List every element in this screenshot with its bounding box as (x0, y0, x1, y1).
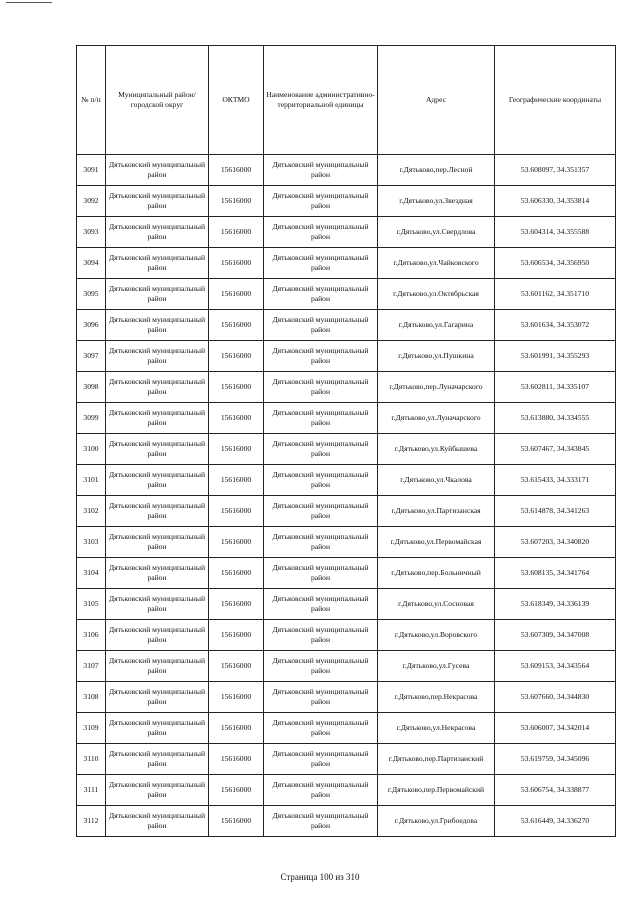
table-row (77, 806, 616, 837)
cell-address: г.Дятьково,ул.Сосновая (378, 589, 495, 620)
cell-admin-unit: Дятьковский муниципальный район (264, 806, 378, 837)
cell-address: г.Дятьково,ул.Грибоедова (378, 806, 495, 837)
cell-row-number: 3101 (77, 465, 106, 496)
scan-edge-line (6, 2, 52, 3)
cell-municipality: Дятьковский муниципальный район (106, 372, 209, 403)
cell-row-number: 3111 (77, 775, 106, 806)
table-row (77, 434, 616, 465)
table-body (77, 155, 616, 837)
header-number: № п/п (77, 46, 106, 155)
table-row (77, 651, 616, 682)
table-row (77, 744, 616, 775)
cell-municipality: Дятьковский муниципальный район (106, 155, 209, 186)
cell-municipality: Дятьковский муниципальный район (106, 713, 209, 744)
cell-coordinates: 53.607203, 34.340820 (495, 527, 616, 558)
cell-address: г.Дятьково,ул.Свердлова (378, 217, 495, 248)
table-row (77, 558, 616, 589)
cell-coordinates: 53.619759, 34.345096 (495, 744, 616, 775)
cell-admin-unit: Дятьковский муниципальный район (264, 527, 378, 558)
cell-admin-unit: Дятьковский муниципальный район (264, 434, 378, 465)
table-row (77, 775, 616, 806)
cell-address: г.Дятьково,ул.Октябрьская (378, 279, 495, 310)
cell-oktmo: 15616000 (209, 155, 264, 186)
cell-address: г.Дятьково,ул.Гусева (378, 651, 495, 682)
cell-oktmo: 15616000 (209, 775, 264, 806)
cell-address: г.Дятьково,ул.Луначарского (378, 403, 495, 434)
cell-row-number: 3097 (77, 341, 106, 372)
cell-coordinates: 53.606330, 34.353814 (495, 186, 616, 217)
cell-oktmo: 15616000 (209, 434, 264, 465)
table-row (77, 403, 616, 434)
cell-municipality: Дятьковский муниципальный район (106, 248, 209, 279)
cell-admin-unit: Дятьковский муниципальный район (264, 341, 378, 372)
table-row (77, 682, 616, 713)
cell-admin-unit: Дятьковский муниципальный район (264, 620, 378, 651)
table-row (77, 620, 616, 651)
header-address: Адрес (378, 46, 495, 155)
cell-oktmo: 15616000 (209, 589, 264, 620)
table-row (77, 310, 616, 341)
cell-address: г.Дятьково,пер.Лесной (378, 155, 495, 186)
cell-address: г.Дятьково,ул.Гагарина (378, 310, 495, 341)
header-coordinates: Географические координаты (495, 46, 616, 155)
cell-row-number: 3112 (77, 806, 106, 837)
table-row (77, 589, 616, 620)
table-row (77, 496, 616, 527)
cell-row-number: 3103 (77, 527, 106, 558)
table-row (77, 155, 616, 186)
cell-admin-unit: Дятьковский муниципальный район (264, 310, 378, 341)
cell-municipality: Дятьковский муниципальный район (106, 279, 209, 310)
cell-address: г.Дятьково,пер.Первомайский (378, 775, 495, 806)
cell-oktmo: 15616000 (209, 372, 264, 403)
cell-coordinates: 53.615433, 34.333171 (495, 465, 616, 496)
cell-municipality: Дятьковский муниципальный район (106, 434, 209, 465)
cell-address: г.Дятьково,ул.Партизанская (378, 496, 495, 527)
cell-coordinates: 53.608135, 34.341764 (495, 558, 616, 589)
header-oktmo: ОКТМО (209, 46, 264, 155)
cell-oktmo: 15616000 (209, 217, 264, 248)
cell-oktmo: 15616000 (209, 527, 264, 558)
cell-admin-unit: Дятьковский муниципальный район (264, 651, 378, 682)
cell-address: г.Дятьково,ул.Некрасова (378, 713, 495, 744)
header-row (77, 46, 616, 155)
cell-row-number: 3104 (77, 558, 106, 589)
cell-row-number: 3109 (77, 713, 106, 744)
cell-admin-unit: Дятьковский муниципальный район (264, 775, 378, 806)
cell-coordinates: 53.607309, 34.347008 (495, 620, 616, 651)
cell-municipality: Дятьковский муниципальный район (106, 744, 209, 775)
cell-oktmo: 15616000 (209, 713, 264, 744)
cell-coordinates: 53.609153, 34.343564 (495, 651, 616, 682)
cell-address: г.Дятьково,ул.Звездная (378, 186, 495, 217)
cell-coordinates: 53.607467, 34.343845 (495, 434, 616, 465)
cell-oktmo: 15616000 (209, 651, 264, 682)
cell-admin-unit: Дятьковский муниципальный район (264, 682, 378, 713)
cell-coordinates: 53.601634, 34.353072 (495, 310, 616, 341)
table-row (77, 217, 616, 248)
cell-coordinates: 53.606754, 34.338877 (495, 775, 616, 806)
cell-row-number: 3102 (77, 496, 106, 527)
cell-municipality: Дятьковский муниципальный район (106, 558, 209, 589)
cell-municipality: Дятьковский муниципальный район (106, 217, 209, 248)
cell-admin-unit: Дятьковский муниципальный район (264, 558, 378, 589)
cell-row-number: 3094 (77, 248, 106, 279)
cell-oktmo: 15616000 (209, 806, 264, 837)
cell-address: г.Дятьково,пер.Некрасова (378, 682, 495, 713)
cell-address: г.Дятьково,ул.Первомайская (378, 527, 495, 558)
cell-coordinates: 53.607660, 34.344830 (495, 682, 616, 713)
cell-address: г.Дятьково,пер.Партизанский (378, 744, 495, 775)
cell-coordinates: 53.604314, 34.355588 (495, 217, 616, 248)
cell-address: г.Дятьково,пер.Больничный (378, 558, 495, 589)
cell-oktmo: 15616000 (209, 341, 264, 372)
cell-row-number: 3108 (77, 682, 106, 713)
cell-admin-unit: Дятьковский муниципальный район (264, 713, 378, 744)
cell-oktmo: 15616000 (209, 744, 264, 775)
cell-municipality: Дятьковский муниципальный район (106, 682, 209, 713)
cell-admin-unit: Дятьковский муниципальный район (264, 589, 378, 620)
cell-coordinates: 53.601991, 34.355293 (495, 341, 616, 372)
cell-municipality: Дятьковский муниципальный район (106, 496, 209, 527)
cell-row-number: 3106 (77, 620, 106, 651)
cell-oktmo: 15616000 (209, 558, 264, 589)
cell-municipality: Дятьковский муниципальный район (106, 651, 209, 682)
cell-row-number: 3092 (77, 186, 106, 217)
cell-admin-unit: Дятьковский муниципальный район (264, 403, 378, 434)
cell-admin-unit: Дятьковский муниципальный район (264, 217, 378, 248)
cell-coordinates: 53.614878, 34.341263 (495, 496, 616, 527)
cell-row-number: 3091 (77, 155, 106, 186)
cell-row-number: 3095 (77, 279, 106, 310)
cell-oktmo: 15616000 (209, 403, 264, 434)
table-row (77, 527, 616, 558)
page-number: Страница 100 из 310 (280, 872, 360, 882)
cell-coordinates: 53.616449, 34.336270 (495, 806, 616, 837)
table-row (77, 465, 616, 496)
cell-oktmo: 15616000 (209, 496, 264, 527)
cell-municipality: Дятьковский муниципальный район (106, 310, 209, 341)
cell-coordinates: 53.613880, 34.334555 (495, 403, 616, 434)
cell-oktmo: 15616000 (209, 279, 264, 310)
cell-coordinates: 53.601162, 34.351710 (495, 279, 616, 310)
table-row (77, 713, 616, 744)
cell-municipality: Дятьковский муниципальный район (106, 341, 209, 372)
cell-admin-unit: Дятьковский муниципальный район (264, 744, 378, 775)
cell-municipality: Дятьковский муниципальный район (106, 403, 209, 434)
cell-admin-unit: Дятьковский муниципальный район (264, 496, 378, 527)
cell-coordinates: 53.602811, 34.335107 (495, 372, 616, 403)
cell-address: г.Дятьково,пер.Луначарского (378, 372, 495, 403)
cell-address: г.Дятьково,ул.Пушкина (378, 341, 495, 372)
cell-row-number: 3093 (77, 217, 106, 248)
cell-coordinates: 53.618349, 34.336139 (495, 589, 616, 620)
cell-address: г.Дятьково,ул.Куйбышева (378, 434, 495, 465)
cell-municipality: Дятьковский муниципальный район (106, 806, 209, 837)
table-row (77, 372, 616, 403)
table-row (77, 341, 616, 372)
cell-oktmo: 15616000 (209, 248, 264, 279)
header-municipality: Муниципальный район/городской округ (106, 46, 209, 155)
cell-address: г.Дятьково,ул.Чкалова (378, 465, 495, 496)
cell-row-number: 3099 (77, 403, 106, 434)
cell-municipality: Дятьковский муниципальный район (106, 589, 209, 620)
cell-municipality: Дятьковский муниципальный район (106, 775, 209, 806)
cell-row-number: 3107 (77, 651, 106, 682)
cell-admin-unit: Дятьковский муниципальный район (264, 465, 378, 496)
cell-oktmo: 15616000 (209, 186, 264, 217)
table-row (77, 186, 616, 217)
cell-admin-unit: Дятьковский муниципальный район (264, 372, 378, 403)
cell-admin-unit: Дятьковский муниципальный район (264, 186, 378, 217)
cell-municipality: Дятьковский муниципальный район (106, 527, 209, 558)
cell-oktmo: 15616000 (209, 310, 264, 341)
cell-coordinates: 53.608097, 34.351357 (495, 155, 616, 186)
cell-oktmo: 15616000 (209, 682, 264, 713)
cell-row-number: 3098 (77, 372, 106, 403)
cell-oktmo: 15616000 (209, 620, 264, 651)
cell-admin-unit: Дятьковский муниципальный район (264, 279, 378, 310)
cell-address: г.Дятьково,ул.Чайковского (378, 248, 495, 279)
cell-coordinates: 53.606534, 34.356950 (495, 248, 616, 279)
cell-oktmo: 15616000 (209, 465, 264, 496)
cell-coordinates: 53.606007, 34.342014 (495, 713, 616, 744)
table-row (77, 248, 616, 279)
locations-table (76, 45, 616, 837)
cell-row-number: 3105 (77, 589, 106, 620)
cell-municipality: Дятьковский муниципальный район (106, 186, 209, 217)
cell-row-number: 3110 (77, 744, 106, 775)
cell-admin-unit: Дятьковский муниципальный район (264, 248, 378, 279)
cell-municipality: Дятьковский муниципальный район (106, 620, 209, 651)
header-admin-unit: Наименование административно-территориальной единицы (264, 46, 378, 155)
cell-row-number: 3100 (77, 434, 106, 465)
cell-admin-unit: Дятьковский муниципальный район (264, 155, 378, 186)
cell-address: г.Дятьково,ул.Воровского (378, 620, 495, 651)
cell-municipality: Дятьковский муниципальный район (106, 465, 209, 496)
cell-row-number: 3096 (77, 310, 106, 341)
table-row (77, 279, 616, 310)
